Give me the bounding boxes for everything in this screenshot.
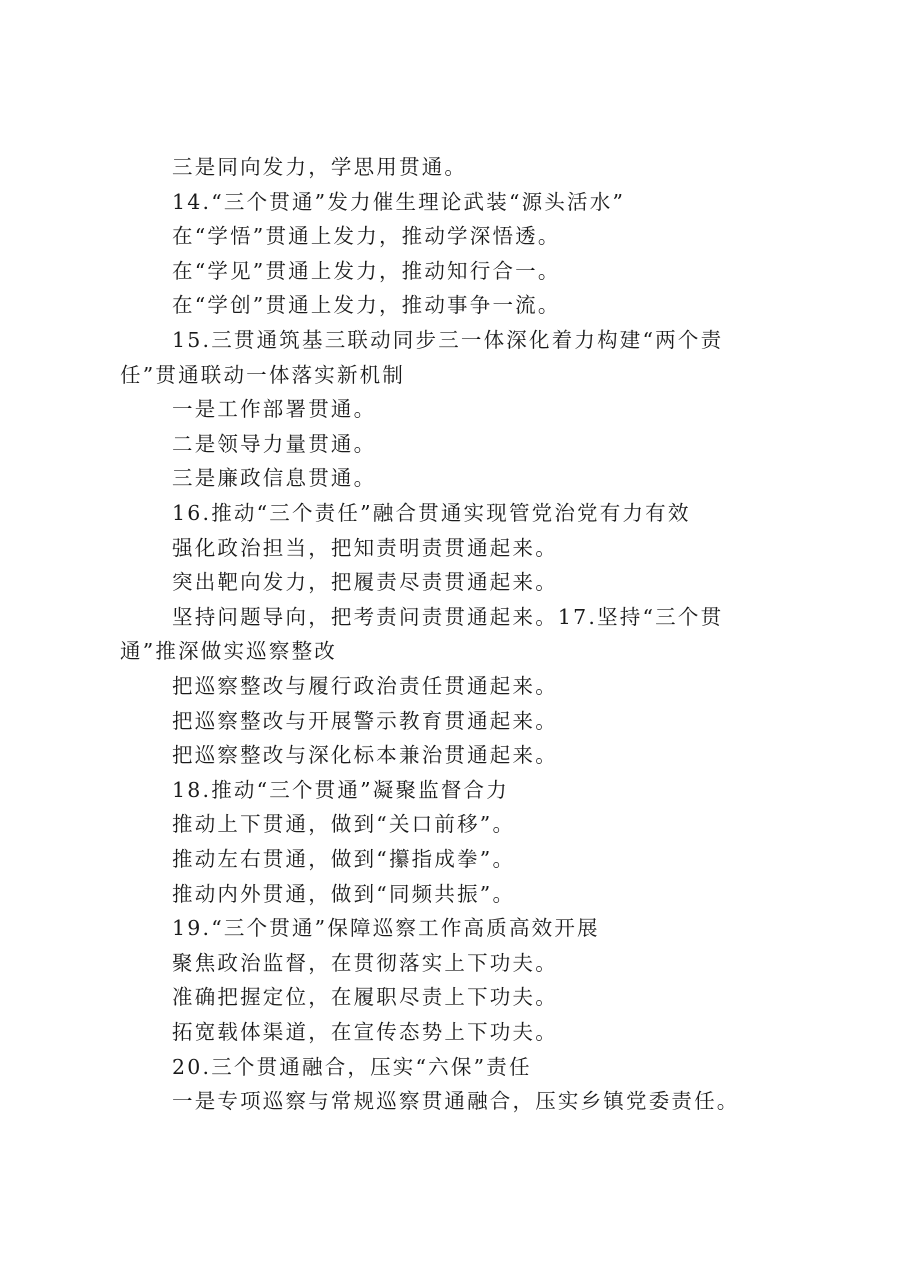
- text-line: 一是工作部署贯通。: [172, 397, 377, 422]
- text-line: 二是领导力量贯通。: [172, 431, 377, 456]
- text-line: 三是廉政信息贯通。: [172, 466, 377, 491]
- text-line-with-heading-17: 坚持问题导向，把考责问责贯通起来。17.坚持“三个贯: [172, 604, 724, 629]
- section-heading-18: 18.推动“三个贯通”凝聚监督合力: [172, 777, 509, 802]
- section-heading-20: 20.三个贯通融合，压实“六保”责任: [172, 1054, 532, 1079]
- section-heading-14: 14.“三个贯通”发力催生理论武装“源头活水”: [172, 189, 626, 214]
- text-line: 在“学悟”贯通上发力，推动学深悟透。: [172, 224, 561, 249]
- section-heading-16: 16.推动“三个责任”融合贯通实现管党治党有力有效: [172, 501, 691, 525]
- text-line: 推动内外贯通，做到“同频共振”。: [172, 881, 516, 906]
- section-heading-15: 15.三贯通筑基三联动同步三一体深化着力构建“两个责: [172, 328, 724, 352]
- section-heading-15-continued: 任”贯通联动一体落实新机制: [120, 362, 406, 387]
- text-line: 把巡察整改与履行政治责任贯通起来。: [172, 674, 558, 698]
- text-line: 推动上下贯通，做到“关口前移”。: [172, 812, 516, 837]
- text-line: 推动左右贯通，做到“攥指成拳”。: [172, 847, 516, 871]
- text-line: 在“学创”贯通上发力，推动事争一流。: [172, 293, 561, 318]
- text-line: 一是专项巡察与常规巡察贯通融合，压实乡镇党委责任。: [172, 1089, 740, 1114]
- text-line: 拓宽载体渠道，在宣传态势上下功夫。: [172, 1020, 558, 1044]
- text-line: 把巡察整改与开展警示教育贯通起来。: [172, 708, 558, 733]
- section-heading-19: 19.“三个贯通”保障巡察工作高质高效开展: [172, 916, 600, 941]
- text-line: 三是同向发力，学思用贯通。: [172, 155, 468, 179]
- text-line: 强化政治担当，把知责明责贯通起来。: [172, 535, 558, 560]
- text-line: 突出靶向发力，把履责尽责贯通起来。: [172, 570, 558, 595]
- text-line: 在“学见”贯通上发力，推动知行合一。: [172, 258, 561, 283]
- section-heading-17-continued: 通”推深做实巡察整改: [120, 639, 337, 664]
- text-line: 聚焦政治监督，在贯彻落实上下功夫。: [172, 950, 558, 975]
- text-line: 把巡察整改与深化标本兼治贯通起来。: [172, 743, 558, 768]
- text-line: 准确把握定位，在履职尽责上下功夫。: [172, 985, 558, 1010]
